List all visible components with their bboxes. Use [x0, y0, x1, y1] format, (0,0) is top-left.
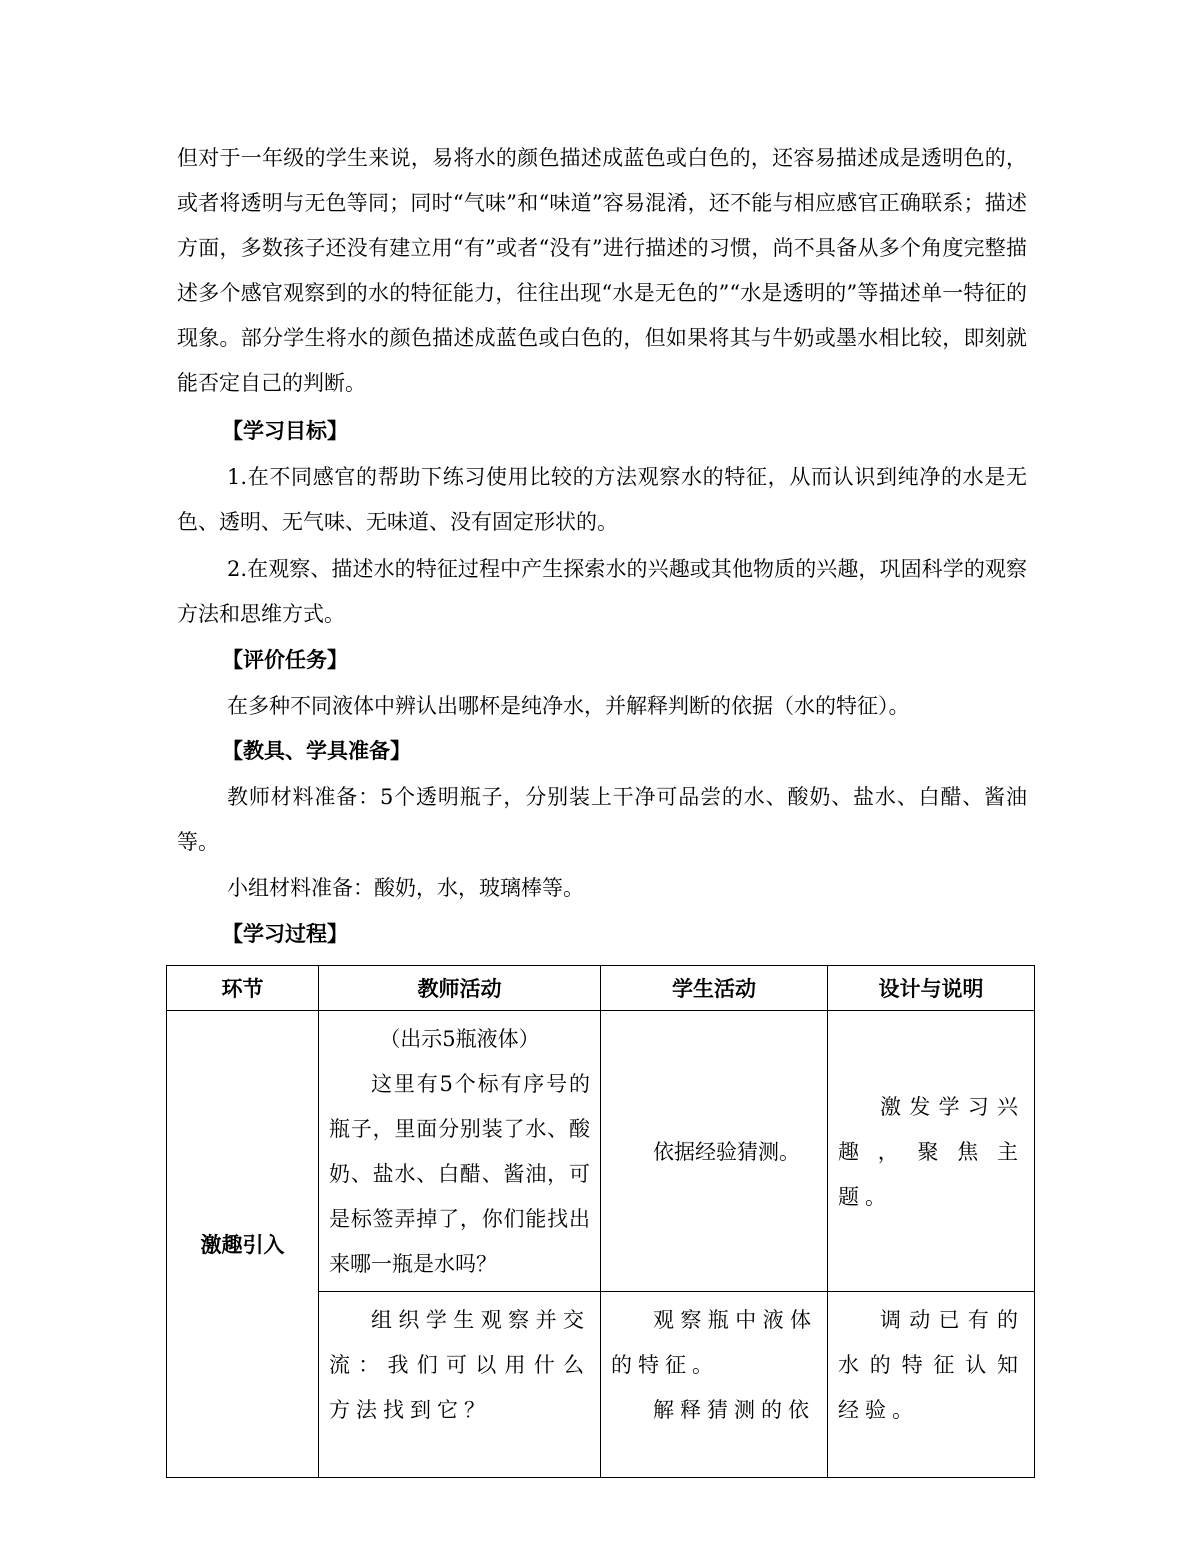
- teacher-activity-text: 组织学生观察并交流：我们可以用什么方法找到它？: [329, 1308, 590, 1422]
- student-activity-cell: [601, 1011, 828, 1292]
- evaluation-text: 在多种不同液体中辨认出哪杯是纯净水，并解释判断的依据（水的特征）。: [227, 694, 910, 718]
- column-header-student: 学生活动: [601, 966, 828, 1011]
- objective-item-1: 1.在不同感官的帮助下练习使用比较的方法观察水的特征，从而认识到纯净的水是无色、透明、无气味、无味道、没有固定形状的。: [177, 465, 1027, 534]
- student-activity-text: 解释猜测的依: [653, 1398, 815, 1422]
- intro-paragraph: 但对于一年级的学生来说，易将水的颜色描述成蓝色或白色的，还容易描述成是透明色的，或者将透明与无色等同；同时“气味”和“味道”容易混淆，还不能与相应感官正确联系；描述方面，多数孩子还没有建立用“有”或者“没有”进行描述的习惯，尚不具备从多个角度完整描述多个感官观察到的水的特征能力，往往出现“水是无色的”“水是透明的”等描述单一特征的现象。部分学生将水的颜色描述成蓝色或白色的，但如果将其与牛奶或墨水相比较，即刻就能否定自己的判断。: [177, 146, 1027, 395]
- student-activity-cell: [601, 1292, 828, 1478]
- materials-heading: 【教具、学具准备】: [222, 739, 411, 763]
- process-table: [166, 965, 1035, 1478]
- evaluation-heading: 【评价任务】: [222, 648, 348, 672]
- teacher-activity-text: 这里有5个标有序号的瓶子，里面分别装了水、酸奶、盐水、白醋、酱油，可是标签弄掉了，你们能找出来哪一瓶是水吗？: [329, 1072, 590, 1276]
- table-header-row: [167, 966, 1035, 1011]
- column-header-design: 设计与说明: [828, 966, 1035, 1011]
- group-materials: 小组材料准备：酸奶，水，玻璃棒等。: [227, 876, 584, 900]
- design-cell: [828, 1292, 1035, 1478]
- stage-label: 激趣引入: [200, 1233, 285, 1257]
- objective-item-2: 2.在观察、描述水的特征过程中产生探索水的兴趣或其他物质的兴趣，巩固科学的观察方法和思维方式。: [177, 557, 1027, 626]
- objectives-heading: 【学习目标】: [222, 419, 348, 443]
- column-header-teacher: 教师活动: [319, 966, 601, 1011]
- design-cell: [828, 1011, 1035, 1292]
- stage-cell: [167, 1011, 319, 1478]
- table-row: [167, 1011, 1035, 1292]
- student-activity-text: 观察瓶中液体的特征。: [611, 1308, 817, 1377]
- teacher-activity-cell: [319, 1011, 601, 1292]
- design-text: 激发学习兴趣，聚焦主题。: [838, 1094, 1024, 1209]
- column-header-stage: 环节: [167, 966, 319, 1011]
- teacher-note: （出示5瓶液体）: [379, 1027, 540, 1051]
- teacher-activity-cell: [319, 1292, 601, 1478]
- student-activity-text: 依据经验猜测。: [653, 1139, 800, 1164]
- process-heading: 【学习过程】: [222, 922, 348, 946]
- teacher-materials: 教师材料准备：5个透明瓶子，分别装上干净可品尝的水、酸奶、盐水、白醋、酱油等。: [177, 785, 1027, 854]
- design-text: 调动已有的水的特征认知经验。: [838, 1308, 1024, 1422]
